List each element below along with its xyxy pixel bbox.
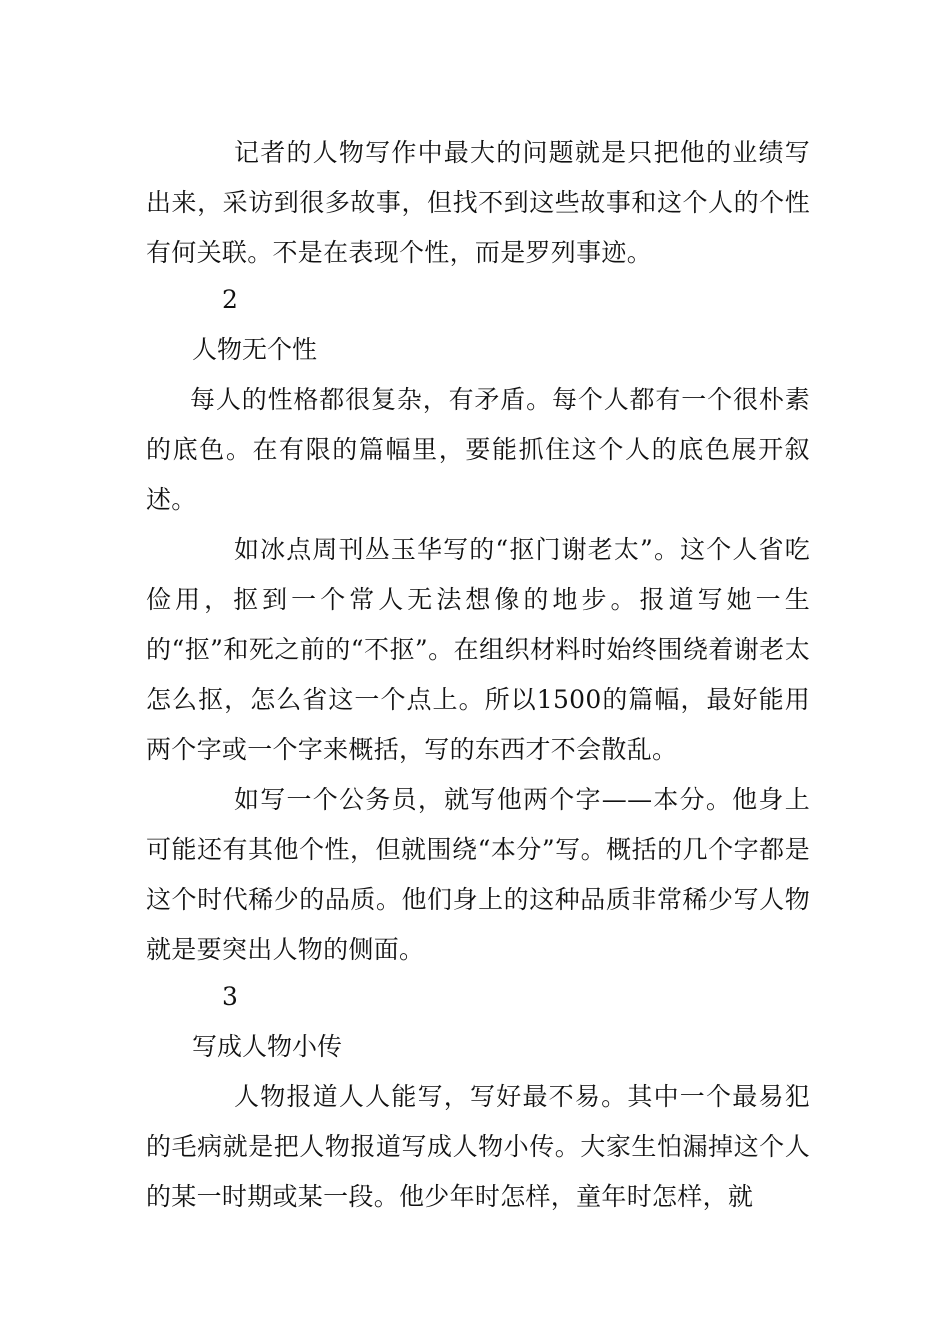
paragraph-character-base: 每人的性格都很复杂，有矛盾。每个人都有一个很朴素的底色。在有限的篇幅里，要能抓住这个人的底色展开叙述。 <box>146 385 810 514</box>
paragraph-example-official: 如写一个公务员，就写他两个字——本分。他身上可能还有其他个性，但就围绕“本分”写。概括的几个字都是这个时代稀少的品质。他们身上的这种品质非常稀少写人物就是要突出人物的侧面。 <box>146 785 810 964</box>
section-number-2: 2 <box>222 285 238 314</box>
section-number-3: 3 <box>222 982 238 1011</box>
section-title-3: 写成人物小传 <box>192 1032 343 1061</box>
section-title-2: 人物无个性 <box>192 335 318 364</box>
paragraph-example-xie: 如冰点周刊丛玉华写的“抠门谢老太”。这个人省吃俭用，抠到一个常人无法想像的地步。报道写她一生的“抠”和死之前的“不抠”。在组织材料时始终围绕着谢老太怎么抠，怎么省这一个点上。所以1500的篇幅，最好能用两个字或一个字来概括，写的东西才不会散乱。 <box>146 535 810 764</box>
paragraph-intro: 记者的人物写作中最大的问题就是只把他的业绩写出来，采访到很多故事，但找不到这些故事和这个人的个性有何关联。不是在表现个性，而是罗列事迹。 <box>146 138 810 267</box>
paragraph-biography: 人物报道人人能写，写好最不易。其中一个最易犯的毛病就是把人物报道写成人物小传。大家生怕漏掉这个人的某一时期或某一段。他少年时怎样，童年时怎样，就 <box>146 1082 810 1211</box>
